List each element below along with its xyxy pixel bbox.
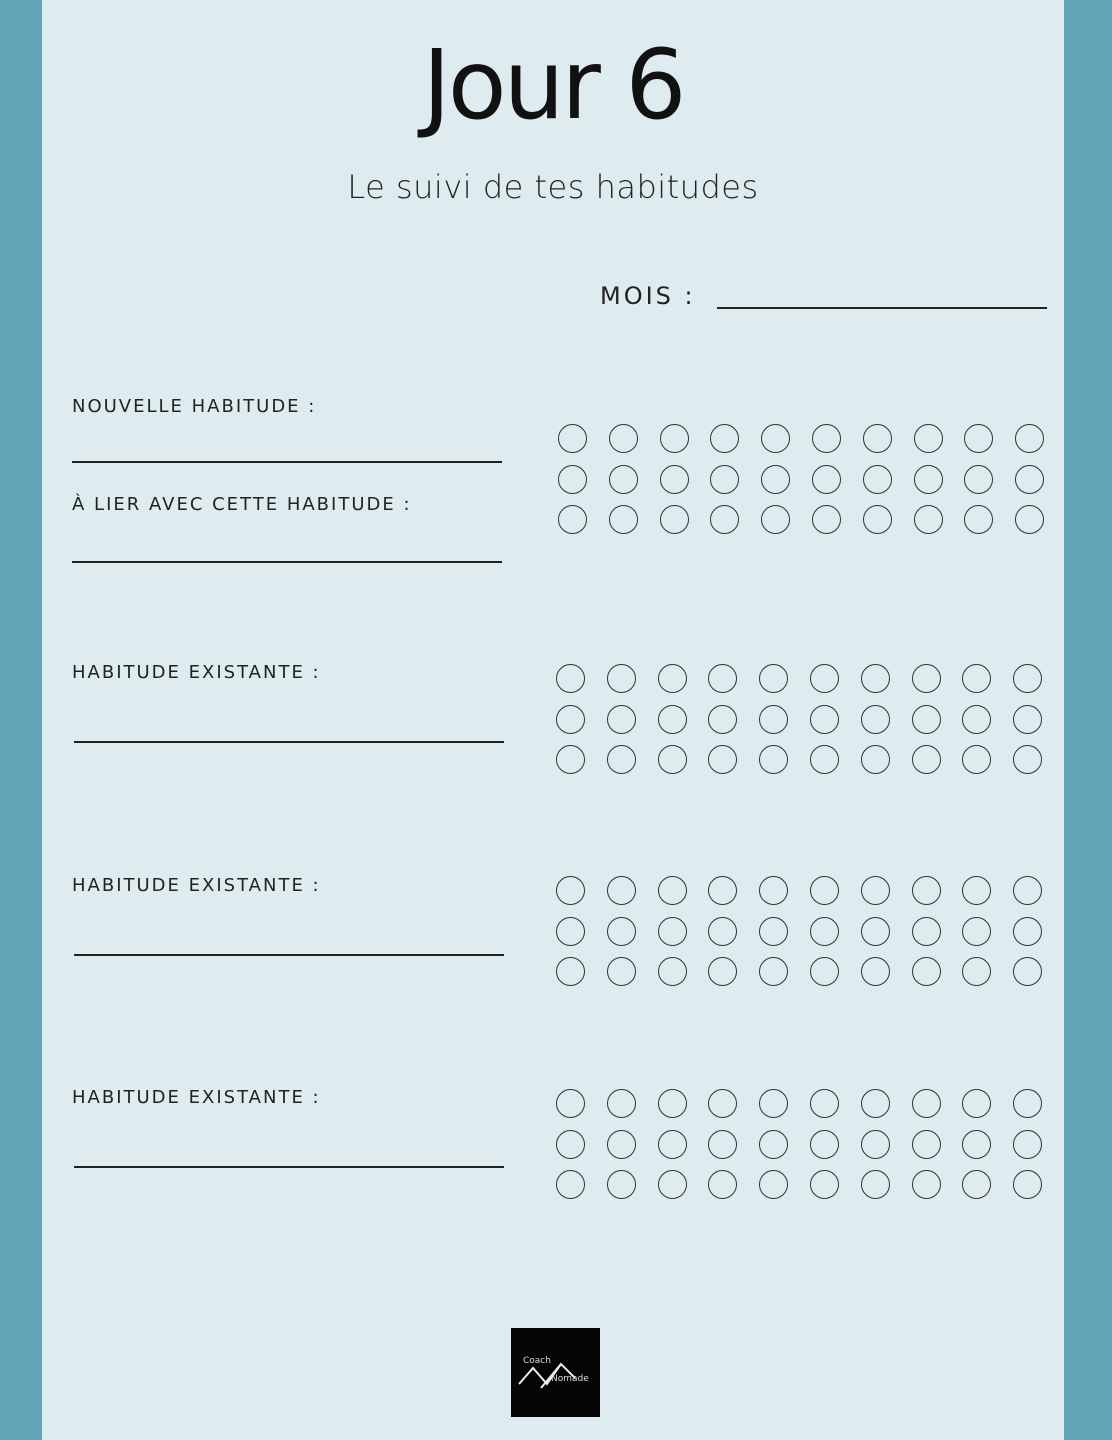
habit-day-circle[interactable]	[761, 424, 790, 453]
existing-habit-input-line-3[interactable]	[74, 1166, 504, 1168]
habit-day-circle[interactable]	[710, 424, 739, 453]
habit-day-circle[interactable]	[658, 876, 687, 905]
habit-day-circle[interactable]	[660, 505, 689, 534]
habit-day-circle[interactable]	[660, 424, 689, 453]
habit-day-circle[interactable]	[1013, 1130, 1042, 1159]
habit-day-circle[interactable]	[609, 465, 638, 494]
habit-day-circle[interactable]	[607, 957, 636, 986]
habit-day-circle[interactable]	[660, 465, 689, 494]
habit-day-circle[interactable]	[1013, 664, 1042, 693]
habit-day-circle[interactable]	[861, 1089, 890, 1118]
habit-day-circle[interactable]	[914, 505, 943, 534]
mountain-icon	[511, 1328, 600, 1417]
habit-day-circle[interactable]	[1015, 465, 1044, 494]
habit-day-circle[interactable]	[863, 465, 892, 494]
habit-day-circle[interactable]	[861, 745, 890, 774]
habit-day-circle[interactable]	[558, 424, 587, 453]
habit-day-circle[interactable]	[912, 917, 941, 946]
habit-day-circle[interactable]	[607, 876, 636, 905]
habit-day-circle[interactable]	[708, 745, 737, 774]
habit-day-circle[interactable]	[964, 465, 993, 494]
habit-day-circle[interactable]	[810, 957, 839, 986]
habit-day-circle[interactable]	[1015, 505, 1044, 534]
habit-day-circle[interactable]	[1013, 957, 1042, 986]
habit-day-circle[interactable]	[1015, 424, 1044, 453]
habit-tracker-page	[42, 0, 1064, 1440]
habit-day-circle[interactable]	[658, 957, 687, 986]
habit-day-circle[interactable]	[962, 1130, 991, 1159]
habit-day-circle[interactable]	[607, 1130, 636, 1159]
habit-day-circle[interactable]	[861, 876, 890, 905]
habit-day-circle[interactable]	[708, 705, 737, 734]
habit-day-circle[interactable]	[658, 1170, 687, 1199]
habit-day-circle[interactable]	[759, 917, 788, 946]
habit-day-circle[interactable]	[708, 1130, 737, 1159]
logo-text-nomade: Nomade	[551, 1374, 589, 1384]
habit-day-circle[interactable]	[810, 876, 839, 905]
habit-day-circle[interactable]	[861, 664, 890, 693]
habit-day-circle[interactable]	[810, 1170, 839, 1199]
existing-habit-label-1: HABITUDE EXISTANTE :	[72, 662, 321, 683]
habit-day-circle[interactable]	[556, 705, 585, 734]
habit-day-circle[interactable]	[759, 1170, 788, 1199]
habit-day-circle[interactable]	[810, 745, 839, 774]
new-habit-input-line[interactable]	[72, 461, 502, 463]
habit-day-circle[interactable]	[962, 664, 991, 693]
existing-habit-label-3: HABITUDE EXISTANTE :	[72, 1087, 321, 1108]
habit-day-circle[interactable]	[710, 505, 739, 534]
month-input-line[interactable]	[717, 307, 1047, 309]
habit-day-circle[interactable]	[810, 1130, 839, 1159]
habit-day-circle[interactable]	[962, 1089, 991, 1118]
habit-day-circle[interactable]	[1013, 917, 1042, 946]
habit-day-circle[interactable]	[708, 1170, 737, 1199]
habit-circle-grid-new	[558, 424, 1046, 536]
habit-day-circle[interactable]	[556, 1089, 585, 1118]
habit-day-circle[interactable]	[912, 745, 941, 774]
habit-day-circle[interactable]	[708, 876, 737, 905]
habit-day-circle[interactable]	[556, 957, 585, 986]
existing-habit-label-2: HABITUDE EXISTANTE :	[72, 875, 321, 896]
habit-day-circle[interactable]	[761, 505, 790, 534]
habit-day-circle[interactable]	[812, 465, 841, 494]
habit-day-circle[interactable]	[962, 705, 991, 734]
habit-day-circle[interactable]	[810, 1089, 839, 1118]
habit-day-circle[interactable]	[658, 917, 687, 946]
habit-day-circle[interactable]	[759, 664, 788, 693]
habit-day-circle[interactable]	[558, 505, 587, 534]
habit-day-circle[interactable]	[863, 505, 892, 534]
habit-day-circle[interactable]	[810, 705, 839, 734]
habit-day-circle[interactable]	[964, 505, 993, 534]
habit-day-circle[interactable]	[607, 917, 636, 946]
habit-day-circle[interactable]	[912, 957, 941, 986]
habit-day-circle[interactable]	[962, 1170, 991, 1199]
existing-habit-input-line-2[interactable]	[74, 954, 504, 956]
habit-day-circle[interactable]	[759, 745, 788, 774]
habit-day-circle[interactable]	[861, 1170, 890, 1199]
month-label: MOIS :	[600, 282, 696, 310]
habit-day-circle[interactable]	[607, 745, 636, 774]
habit-day-circle[interactable]	[658, 705, 687, 734]
page-subtitle: Le suivi de tes habitudes	[347, 168, 759, 206]
habit-day-circle[interactable]	[759, 1089, 788, 1118]
habit-day-circle[interactable]	[861, 917, 890, 946]
habit-day-circle[interactable]	[914, 424, 943, 453]
habit-circle-grid-existing-1	[556, 664, 1044, 776]
habit-day-circle[interactable]	[609, 505, 638, 534]
habit-day-circle[interactable]	[556, 664, 585, 693]
habit-day-circle[interactable]	[708, 917, 737, 946]
habit-day-circle[interactable]	[912, 876, 941, 905]
habit-day-circle[interactable]	[761, 465, 790, 494]
habit-day-circle[interactable]	[658, 664, 687, 693]
habit-day-circle[interactable]	[812, 505, 841, 534]
habit-day-circle[interactable]	[962, 957, 991, 986]
habit-day-circle[interactable]	[556, 745, 585, 774]
logo-text-coach: Coach	[523, 1356, 551, 1366]
habit-day-circle[interactable]	[607, 1089, 636, 1118]
habit-day-circle[interactable]	[863, 424, 892, 453]
habit-day-circle[interactable]	[607, 1170, 636, 1199]
habit-day-circle[interactable]	[1013, 705, 1042, 734]
habit-day-circle[interactable]	[658, 1130, 687, 1159]
habit-day-circle[interactable]	[759, 876, 788, 905]
habit-day-circle[interactable]	[861, 957, 890, 986]
habit-day-circle[interactable]	[556, 876, 585, 905]
link-habit-input-line[interactable]	[72, 561, 502, 563]
habit-day-circle[interactable]	[607, 664, 636, 693]
habit-day-circle[interactable]	[558, 465, 587, 494]
habit-day-circle[interactable]	[914, 465, 943, 494]
new-habit-label: NOUVELLE HABITUDE :	[72, 396, 317, 417]
habit-day-circle[interactable]	[1013, 1089, 1042, 1118]
habit-day-circle[interactable]	[861, 1130, 890, 1159]
habit-day-circle[interactable]	[812, 424, 841, 453]
habit-circle-grid-existing-3	[556, 1089, 1044, 1201]
habit-day-circle[interactable]	[556, 917, 585, 946]
habit-day-circle[interactable]	[912, 1170, 941, 1199]
habit-day-circle[interactable]	[810, 917, 839, 946]
habit-day-circle[interactable]	[759, 957, 788, 986]
habit-day-circle[interactable]	[810, 664, 839, 693]
habit-day-circle[interactable]	[759, 1130, 788, 1159]
habit-day-circle[interactable]	[1013, 876, 1042, 905]
existing-habit-input-line-1[interactable]	[74, 741, 504, 743]
habit-day-circle[interactable]	[962, 876, 991, 905]
habit-day-circle[interactable]	[962, 917, 991, 946]
habit-day-circle[interactable]	[861, 705, 890, 734]
habit-day-circle[interactable]	[912, 664, 941, 693]
habit-day-circle[interactable]	[658, 745, 687, 774]
habit-day-circle[interactable]	[962, 745, 991, 774]
coach-nomade-logo	[511, 1328, 600, 1417]
habit-day-circle[interactable]	[1013, 1170, 1042, 1199]
habit-day-circle[interactable]	[912, 705, 941, 734]
link-habit-label: À LIER AVEC CETTE HABITUDE :	[72, 494, 412, 515]
habit-day-circle[interactable]	[607, 705, 636, 734]
habit-day-circle[interactable]	[556, 1170, 585, 1199]
habit-day-circle[interactable]	[964, 424, 993, 453]
habit-day-circle[interactable]	[609, 424, 638, 453]
habit-day-circle[interactable]	[710, 465, 739, 494]
habit-day-circle[interactable]	[912, 1089, 941, 1118]
habit-day-circle[interactable]	[556, 1130, 585, 1159]
habit-day-circle[interactable]	[759, 705, 788, 734]
page-title: Jour 6	[422, 29, 684, 141]
habit-day-circle[interactable]	[658, 1089, 687, 1118]
habit-circle-grid-existing-2	[556, 876, 1044, 988]
habit-day-circle[interactable]	[708, 1089, 737, 1118]
habit-day-circle[interactable]	[708, 664, 737, 693]
habit-day-circle[interactable]	[708, 957, 737, 986]
habit-day-circle[interactable]	[1013, 745, 1042, 774]
habit-day-circle[interactable]	[912, 1130, 941, 1159]
